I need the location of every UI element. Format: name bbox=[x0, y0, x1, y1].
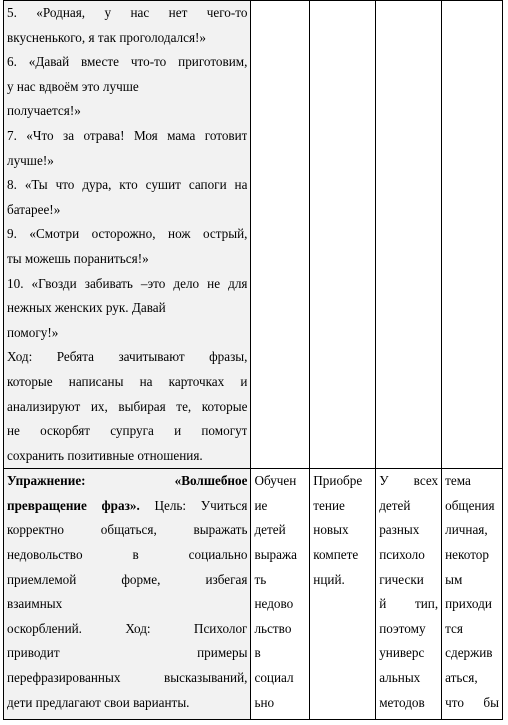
text-line: аться, bbox=[445, 670, 478, 686]
note-cell bbox=[376, 469, 442, 720]
text-line: тема bbox=[445, 473, 471, 489]
empty-cell bbox=[310, 1, 376, 469]
table-row bbox=[4, 469, 503, 720]
empty-cell bbox=[376, 1, 442, 469]
exercise-title-rest: превращение фраз». bbox=[7, 497, 140, 513]
text-line: в bbox=[254, 645, 261, 661]
text-line: поэтому bbox=[379, 620, 426, 636]
text-line: методов bbox=[379, 694, 425, 710]
text-line: общения bbox=[445, 497, 495, 513]
text-line: гически bbox=[379, 571, 424, 587]
text-line: приходи bbox=[445, 596, 492, 612]
text-line: дети предлагают свои варианты. bbox=[7, 694, 190, 710]
text-line: сохранить позитивные отношения. bbox=[7, 447, 203, 463]
text-line: приводит примеры bbox=[7, 645, 248, 661]
text-line: перефразированных высказываний, bbox=[7, 670, 248, 686]
text-line: у нас вдвоём это лучше bbox=[7, 78, 139, 94]
text-line: Обучен bbox=[254, 473, 297, 489]
text-line: корректно общаться, выражать bbox=[7, 522, 248, 538]
text-line: личная, bbox=[445, 522, 488, 538]
text-line: сдержив bbox=[445, 645, 493, 661]
text-line: ты можешь пораниться!» bbox=[7, 250, 149, 266]
text-line: Приобре bbox=[313, 473, 363, 489]
text-line: что бы bbox=[445, 694, 499, 710]
exercise-title-line: Упражнение: «Волшебное bbox=[7, 473, 248, 489]
goal-cell bbox=[251, 469, 310, 720]
text-line: которые написаны на карточках и bbox=[7, 373, 248, 389]
text-line: универс bbox=[379, 645, 425, 661]
text-line: разных bbox=[379, 522, 420, 538]
text-line: детей bbox=[379, 497, 411, 513]
table-row bbox=[4, 1, 503, 469]
text-line: лучше!» bbox=[7, 152, 54, 168]
text-line: приемлемой форме, избегая bbox=[7, 571, 248, 587]
text-line: альных bbox=[379, 670, 421, 686]
text-line: тся bbox=[445, 620, 463, 636]
text-line: батарее!» bbox=[7, 201, 61, 217]
text-line: 6. «Давай вместе что-то приготовим, bbox=[7, 54, 248, 70]
text-line: Ход: Ребята зачитывают фразы, bbox=[7, 349, 248, 365]
phrases-cell bbox=[4, 1, 251, 469]
text-line: помогу!» bbox=[7, 324, 59, 340]
text-line: недово bbox=[254, 596, 294, 612]
exercise-goal-start: Цель: Учиться bbox=[139, 497, 248, 513]
text-line: льство bbox=[254, 620, 292, 636]
text-line: й тип, bbox=[379, 596, 439, 612]
text-line: 10. «Гвозди забивать –это дело не для bbox=[7, 275, 248, 291]
text-line: ть bbox=[254, 571, 267, 587]
text-line: нежных женских рук. Давай bbox=[7, 300, 166, 316]
text-line: выража bbox=[254, 547, 297, 563]
text-line: ьно bbox=[254, 694, 275, 710]
text-line: оскорблений. Ход: Психолог bbox=[7, 620, 248, 636]
text-line: некотор bbox=[445, 547, 489, 563]
result-cell bbox=[310, 469, 376, 720]
lesson-plan-table bbox=[3, 0, 503, 720]
text-line: новых bbox=[313, 522, 349, 538]
text-line: не оскорбят супруга и помогут bbox=[7, 423, 248, 439]
empty-cell bbox=[442, 1, 503, 469]
comment-cell bbox=[442, 469, 503, 720]
text-line: вкусненького, я так проголодался!» bbox=[7, 29, 207, 45]
text-line: взаимных bbox=[7, 596, 63, 612]
text-line: получается!» bbox=[7, 103, 81, 119]
text-line: детей bbox=[254, 522, 286, 538]
text-line: 8. «Ты что дура, кто сушит сапоги на bbox=[7, 177, 248, 193]
text-line: У всех bbox=[379, 473, 439, 489]
exercise-title-line-2 bbox=[7, 494, 247, 519]
text-line: недовольство в социально bbox=[7, 547, 248, 563]
text-line: 9. «Смотри осторожно, нож острый, bbox=[7, 226, 248, 242]
text-line: тение bbox=[313, 497, 345, 513]
text-line: 5. «Родная, у нас нет чего-то bbox=[7, 5, 248, 20]
text-line: компете bbox=[313, 547, 359, 563]
text-line: социал bbox=[254, 670, 294, 686]
empty-cell bbox=[251, 1, 310, 469]
text-line: ие bbox=[254, 497, 268, 513]
text-line: 7. «Что за отрава! Моя мама готовит bbox=[7, 127, 248, 143]
text-line: психоло bbox=[379, 547, 425, 563]
text-line: анализируют их, выбирая те, которые bbox=[7, 398, 248, 414]
text-line: нций. bbox=[313, 571, 345, 587]
text-line: ым bbox=[445, 571, 463, 587]
exercise-cell bbox=[4, 469, 251, 720]
